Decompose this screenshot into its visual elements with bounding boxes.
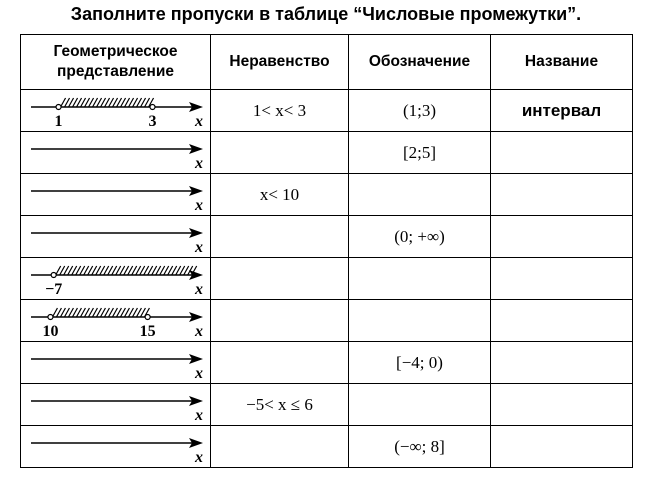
name-cell bbox=[491, 384, 633, 426]
axis-variable-label: x bbox=[195, 197, 203, 214]
name-cell bbox=[491, 90, 633, 132]
axis-variable-label: x bbox=[195, 449, 203, 466]
header-inequality: Неравенство bbox=[211, 35, 349, 90]
inequality-cell bbox=[211, 258, 349, 300]
name-cell bbox=[491, 426, 633, 468]
inequality-cell bbox=[211, 426, 349, 468]
notation-cell bbox=[349, 342, 491, 384]
header-notation: Обозначение bbox=[349, 35, 491, 90]
number-line bbox=[21, 174, 211, 215]
name-cell bbox=[491, 342, 633, 384]
number-line bbox=[21, 426, 211, 467]
axis-variable-label: x bbox=[195, 239, 203, 256]
right-bound-label: 15 bbox=[139, 323, 156, 340]
geometric-cell bbox=[21, 174, 211, 216]
table-row bbox=[21, 342, 633, 384]
geometric-cell bbox=[21, 258, 211, 300]
notation-cell bbox=[349, 132, 491, 174]
left-bound-label: −7 bbox=[45, 281, 63, 298]
geometric-cell bbox=[21, 90, 211, 132]
notation-cell bbox=[349, 258, 491, 300]
notation-cell-text: [−4; 0) bbox=[396, 352, 443, 372]
notation-cell-text: (0; +∞) bbox=[394, 226, 445, 246]
table-row bbox=[21, 300, 633, 342]
name-cell bbox=[491, 132, 633, 174]
table-row bbox=[21, 258, 633, 300]
axis-variable-label: x bbox=[195, 323, 203, 340]
axis-variable-label: x bbox=[195, 281, 203, 298]
notation-cell bbox=[349, 174, 491, 216]
inequality-cell bbox=[211, 342, 349, 384]
table-row bbox=[21, 216, 633, 258]
table-row bbox=[21, 174, 633, 216]
notation-cell bbox=[349, 426, 491, 468]
geometric-cell bbox=[21, 300, 211, 342]
number-line bbox=[21, 132, 211, 173]
inequality-cell bbox=[211, 174, 349, 216]
number-line bbox=[21, 90, 211, 131]
inequality-cell-text: 1< x< 3 bbox=[252, 100, 307, 120]
notation-cell bbox=[349, 216, 491, 258]
inequality-cell bbox=[211, 132, 349, 174]
geometric-cell bbox=[21, 384, 211, 426]
name-cell bbox=[491, 174, 633, 216]
inequality-cell-text: x< 10 bbox=[259, 184, 300, 204]
axis-variable-label: x bbox=[195, 407, 203, 424]
number-line bbox=[21, 216, 211, 257]
axis-variable-label: x bbox=[195, 155, 203, 172]
hatched-region bbox=[61, 98, 154, 107]
geometric-cell bbox=[21, 132, 211, 174]
table-row bbox=[21, 132, 633, 174]
inequality-cell bbox=[211, 300, 349, 342]
notation-cell-text: (−∞; 8] bbox=[394, 436, 445, 456]
name-cell bbox=[491, 258, 633, 300]
number-line bbox=[21, 300, 211, 341]
open-point bbox=[48, 315, 53, 320]
number-line bbox=[21, 258, 211, 299]
inequality-cell bbox=[211, 384, 349, 426]
axis-variable-label: x bbox=[195, 113, 203, 130]
inequality-cell bbox=[211, 216, 349, 258]
left-bound-label: 1 bbox=[54, 113, 63, 130]
header-row bbox=[21, 35, 633, 90]
inequality-cell bbox=[211, 90, 349, 132]
notation-cell bbox=[349, 90, 491, 132]
table-row bbox=[21, 384, 633, 426]
number-line bbox=[21, 384, 211, 425]
notation-cell-text: [2;5] bbox=[402, 142, 437, 162]
notation-cell bbox=[349, 384, 491, 426]
number-line bbox=[21, 342, 211, 383]
hatched-region bbox=[56, 266, 197, 275]
right-bound-label: 3 bbox=[148, 113, 157, 130]
open-point bbox=[145, 315, 150, 320]
geometric-cell bbox=[21, 216, 211, 258]
open-point bbox=[150, 105, 155, 110]
number-intervals-table bbox=[20, 34, 633, 468]
hatched-region bbox=[52, 308, 149, 317]
notation-cell bbox=[349, 300, 491, 342]
axis-variable-label: x bbox=[195, 365, 203, 382]
inequality-cell-text: −5< x ≤ 6 bbox=[246, 394, 313, 414]
header-geometric: Геометрическое представление bbox=[21, 35, 211, 90]
name-cell-text: интервал bbox=[521, 100, 602, 120]
table-row bbox=[21, 90, 633, 132]
page-title: Заполните пропуски в таблице “Числовые промежутки”. bbox=[70, 4, 582, 24]
header-name: Название bbox=[491, 35, 633, 90]
geometric-cell bbox=[21, 342, 211, 384]
left-bound-label: 10 bbox=[42, 323, 59, 340]
name-cell bbox=[491, 216, 633, 258]
name-cell bbox=[491, 300, 633, 342]
open-point bbox=[56, 105, 61, 110]
notation-cell-text: (1;3) bbox=[402, 100, 437, 120]
open-point bbox=[51, 273, 56, 278]
table-row bbox=[21, 426, 633, 468]
geometric-cell bbox=[21, 426, 211, 468]
